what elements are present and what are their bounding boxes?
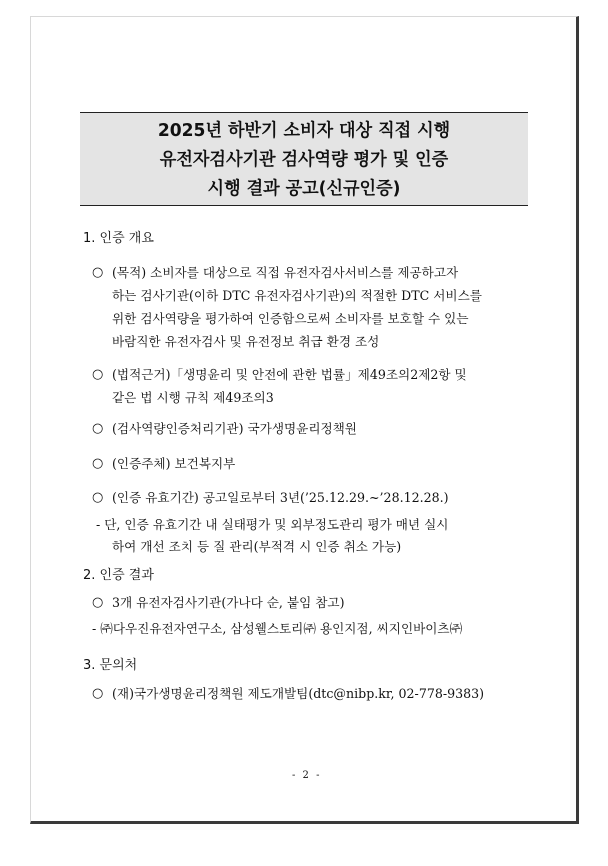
- purpose-line-2: 하는 검사기관(이하 DTC 유전자검사기관)의 적절한 DTC 서비스를: [112, 288, 482, 303]
- title-line-2: 유전자검사기관 검사역량 평가 및 인증: [159, 150, 449, 170]
- bullet-circle: ○: [92, 490, 104, 505]
- title-line-1: 2025년 하반기 소비자 대상 직접 시행: [157, 121, 451, 141]
- certified-institutions-list: - ㈜다우진유전자연구소, 삼성웰스토리㈜ 용인지점, 씨지인바이츠㈜: [92, 621, 463, 636]
- title-line-3: 시행 결과 공고(신규인증): [207, 179, 401, 199]
- legal-basis-line-1: (법적근거)「생명윤리 및 안전에 관한 법률」제49조의2제2항 및: [112, 367, 467, 382]
- note-line-2: 하여 개선 조치 등 질 관리(부적격 시 인증 취소 가능): [112, 539, 402, 554]
- section-2-heading: 2. 인증 결과: [83, 568, 154, 583]
- validity-period: (인증 유효기간) 공고일로부터 3년(’25.12.29.~’28.12.28.): [112, 490, 449, 505]
- page-number: - 2 -: [292, 770, 322, 781]
- certification-agency: (검사역량인증처리기관) 국가생명윤리정책원: [112, 421, 357, 436]
- bullet-circle: ○: [92, 595, 104, 610]
- contact-info: (재)국가생명윤리정책원 제도개발팀(dtc@nibp.kr, 02-778-9383): [112, 686, 485, 701]
- certification-host: (인증주체) 보건복지부: [112, 456, 236, 471]
- bullet-circle: ○: [92, 686, 104, 701]
- purpose-line-1: (목적) 소비자를 대상으로 직접 유전자검사서비스를 제공하고자: [112, 265, 459, 280]
- bullet-circle: ○: [92, 265, 104, 280]
- purpose-line-4: 바람직한 유전자검사 및 유전정보 취급 환경 조성: [112, 334, 380, 349]
- results-summary: 3개 유전자검사기관(가나다 순, 붙임 참고): [112, 595, 345, 610]
- section-1-heading: 1. 인증 개요: [83, 231, 154, 246]
- legal-basis-line-2: 같은 법 시행 규칙 제49조의3: [112, 390, 274, 405]
- purpose-line-3: 위한 검사역량을 평가하여 인증함으로써 소비자를 보호할 수 있는: [112, 311, 469, 326]
- bullet-circle: ○: [92, 421, 104, 436]
- bullet-circle: ○: [92, 367, 104, 382]
- title-box: [80, 112, 528, 206]
- note-line-1: - 단, 인증 유효기간 내 실태평가 및 외부정도관리 평가 매년 실시: [96, 517, 449, 532]
- bullet-circle: ○: [92, 456, 104, 471]
- section-3-heading: 3. 문의처: [83, 658, 138, 673]
